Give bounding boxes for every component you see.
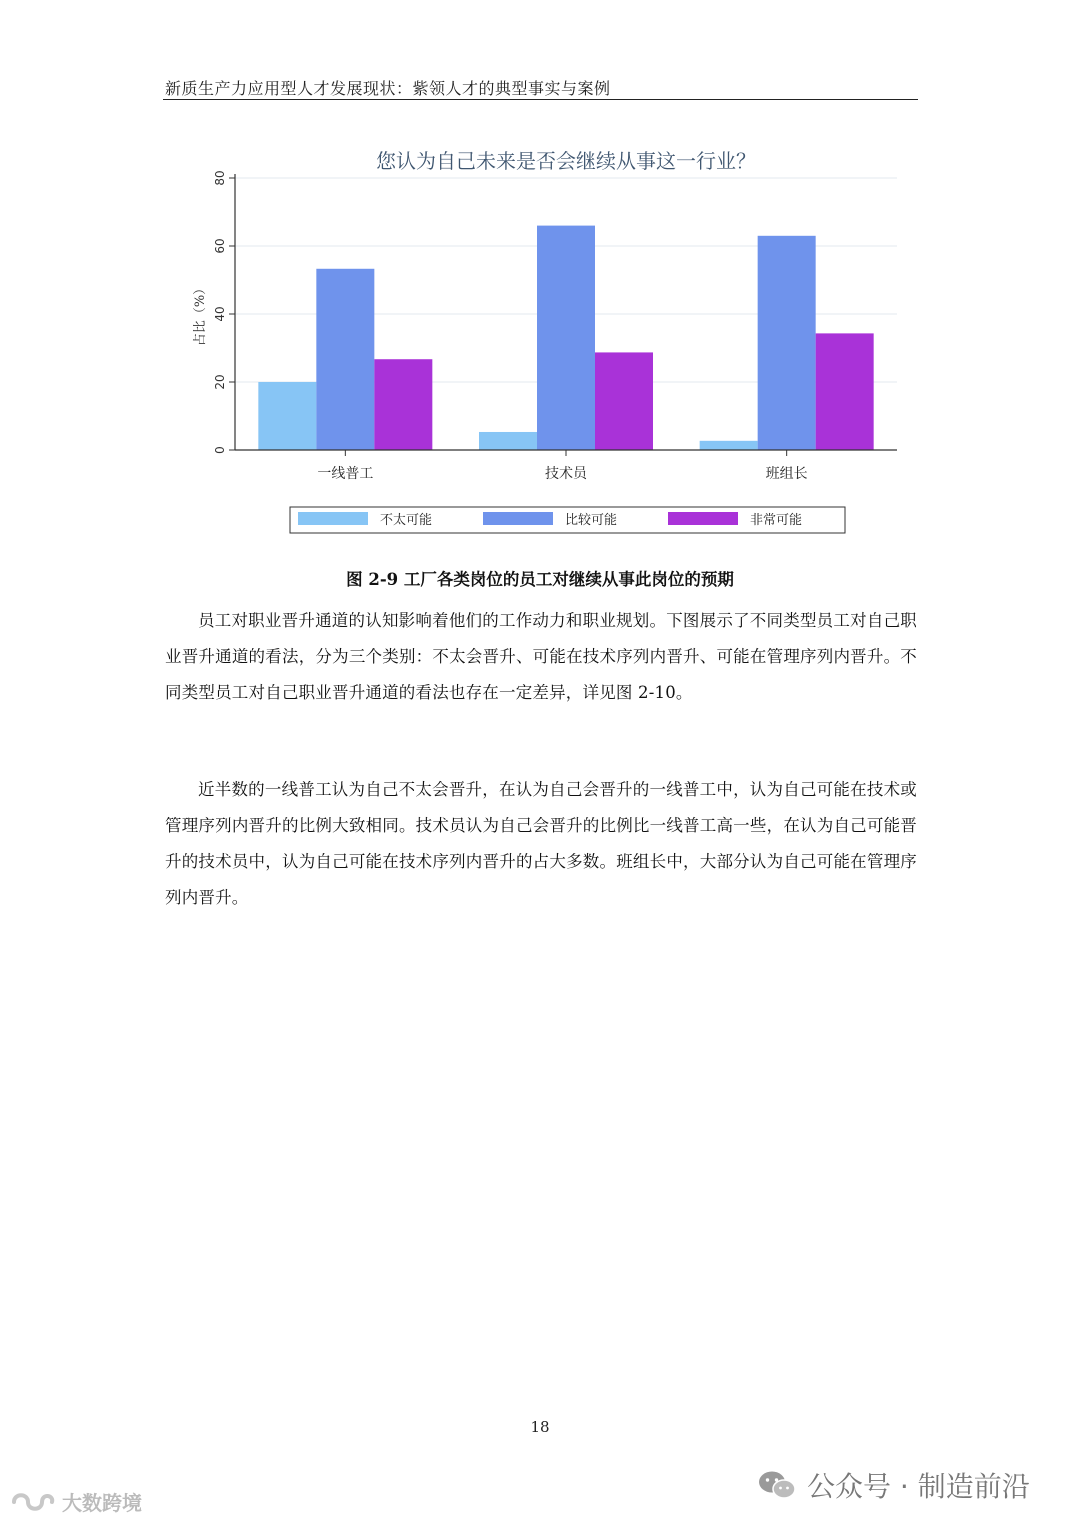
bar — [479, 432, 537, 450]
bar-chart — [180, 130, 920, 545]
legend-label: 比较可能 — [565, 513, 618, 528]
watermark-left — [10, 1487, 142, 1516]
bar — [537, 226, 595, 450]
bar — [374, 359, 432, 450]
watermark-left-text: 大数跨境 — [62, 1491, 142, 1515]
running-header: 新质生产力应用型人才发展现状：紫领人才的典型事实与案例 — [165, 79, 611, 98]
header-rule — [163, 99, 918, 100]
bar — [816, 333, 874, 450]
paragraph-1-text: 员工对职业晋升通道的认知影响着他们的工作动力和职业规划。下图展示了不同类型员工对自己职业晋升通道的看法，分为三个类别：不太会晋升、可能在技术序列内晋升、可能在管理序列内晋升。不同类型员工对自己职业晋升通道的看法也存在一定差异，详见图 2-10。 — [165, 611, 917, 702]
bar — [258, 382, 316, 450]
legend-label: 不太可能 — [380, 513, 433, 528]
x-tick-label: 技术员 — [545, 466, 587, 482]
y-tick-label: 80 — [213, 170, 227, 186]
wechat-icon — [757, 1469, 797, 1501]
y-tick-label: 20 — [213, 374, 227, 390]
body-paragraph-2 — [165, 772, 917, 916]
y-tick-label: 60 — [213, 238, 227, 254]
legend-swatch — [668, 512, 738, 525]
logo-icon — [10, 1489, 56, 1515]
bar — [700, 441, 758, 450]
chart-title: 您认为自己未来是否会继续从事这一行业？ — [376, 149, 756, 173]
bar — [595, 352, 653, 450]
x-tick-label: 班组长 — [765, 466, 808, 482]
chart-figure — [180, 130, 920, 545]
bar — [758, 236, 816, 450]
legend-swatch — [298, 512, 368, 525]
page-number: 18 — [530, 1418, 550, 1436]
watermark-right — [757, 1465, 1030, 1505]
body-paragraph-1 — [165, 603, 917, 711]
y-tick-label: 0 — [213, 446, 227, 454]
paragraph-2-text: 近半数的一线普工认为自己不太会晋升，在认为自己会晋升的一线普工中，认为自己可能在技术或管理序列内晋升的比例大致相同。技术员认为自己会晋升的比例比一线普工高一些，在认为自己可能晋升的技术员中，认为自己可能在技术序列内晋升的占大多数。班组长中，大部分认为自己可能在管理序列内晋升。 — [165, 780, 917, 907]
bar — [316, 269, 374, 450]
legend-label: 非常可能 — [750, 513, 803, 528]
x-tick-label: 一线普工 — [317, 466, 374, 482]
watermark-right-text: 公众号 · 制造前沿 — [807, 1470, 1030, 1503]
y-axis-label: 占比（%） — [193, 281, 208, 347]
figure-caption: 图 2-9 工厂各类岗位的员工对继续从事此岗位的预期 — [346, 570, 734, 589]
legend-swatch — [483, 512, 553, 525]
y-tick-label: 40 — [213, 306, 227, 322]
